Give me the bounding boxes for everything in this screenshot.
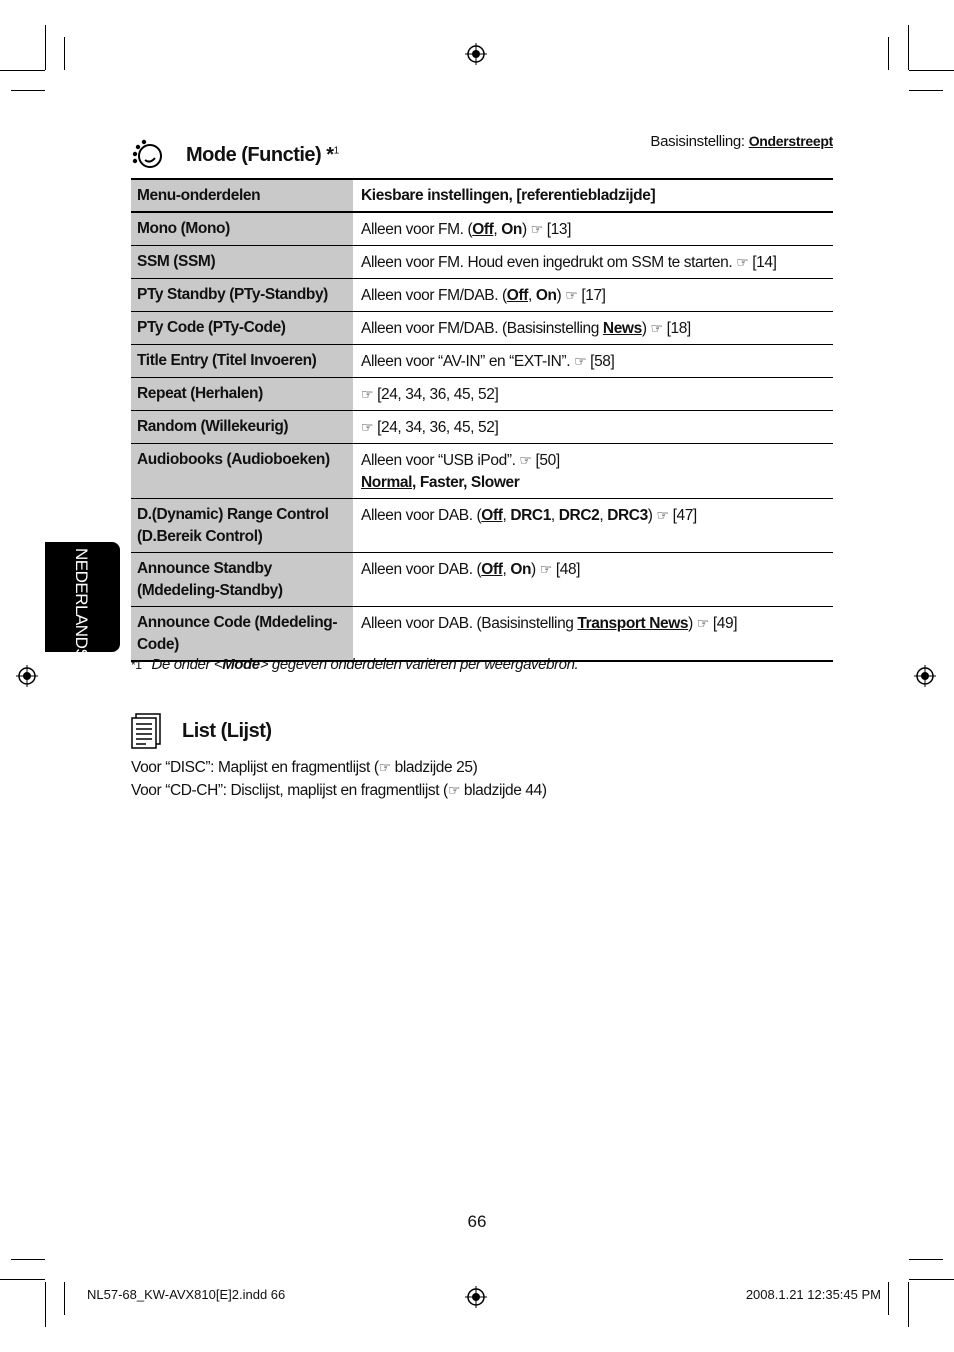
registration-mark-icon (465, 1286, 487, 1308)
table-row (131, 553, 833, 607)
footnote: *1 De onder <Mode> gegeven onderdelen variëren per weergavebron. (131, 656, 579, 673)
pointer-icon: ☞ (530, 221, 543, 237)
pointer-icon: ☞ (519, 452, 532, 468)
row-setting: Alleen voor DAB. (Basisinstelling Transport News) ☞ [49] (361, 615, 738, 632)
crop-mark (45, 1282, 46, 1327)
default-setting-legend (650, 133, 833, 150)
row-item: PTy Standby (PTy-Standby) (131, 279, 353, 312)
row-item: SSM (SSM) (131, 246, 353, 279)
registration-mark-icon (16, 665, 38, 687)
pointer-icon: ☞ (361, 386, 374, 402)
row-setting: Alleen voor FM. Houd even ingedrukt om SSM te starten. ☞ [14] (361, 254, 777, 271)
slug-timestamp: 2008.1.21 12:35:45 PM (745, 1287, 881, 1302)
table-row (131, 444, 833, 499)
crop-mark (888, 1282, 889, 1315)
crop-mark (909, 1259, 943, 1260)
pointer-icon: ☞ (565, 287, 578, 303)
table-row (131, 279, 833, 312)
legend-value: Onderstreept (748, 133, 833, 149)
row-item: Repeat (Herhalen) (131, 378, 353, 411)
crop-mark (909, 70, 954, 71)
mode-dial-icon (130, 138, 166, 172)
row-item: Audiobooks (Audioboeken) (131, 444, 353, 499)
pointer-icon: ☞ (447, 782, 460, 798)
row-item: Title Entry (Titel Invoeren) (131, 345, 353, 378)
crop-mark (0, 70, 45, 71)
list-line-cdch: Voor “CD-CH”: Disclijst, maplijst en fragmentlijst (☞ bladzijde 44) (131, 782, 547, 799)
language-side-tab (45, 542, 120, 660)
crop-mark (11, 1259, 45, 1260)
pointer-icon: ☞ (361, 419, 374, 435)
table-row (131, 312, 833, 345)
row-item: PTy Code (PTy-Code) (131, 312, 353, 345)
row-setting: ☞ [24, 34, 36, 45, 52] (361, 386, 499, 403)
row-item: Mono (Mono) (131, 212, 353, 246)
table-row (131, 246, 833, 279)
mode-section-header (130, 138, 339, 172)
row-setting: Alleen voor DAB. (Off, On) ☞ [48] (361, 561, 581, 578)
column-header-items: Menu-onderdelen (131, 179, 353, 212)
table-row (131, 378, 833, 411)
pointer-icon: ☞ (378, 759, 391, 775)
list-line-disc: Voor “DISC”: Maplijst en fragmentlijst (☞ bladzijde 25) (131, 759, 478, 776)
pointer-icon: ☞ (696, 615, 709, 631)
table-row (131, 607, 833, 662)
row-setting: ☞ [24, 34, 36, 45, 52] (361, 419, 499, 436)
crop-mark (11, 90, 45, 91)
registration-mark-icon (465, 43, 487, 65)
language-label: NEDERLANDS (72, 548, 91, 660)
crop-mark (0, 1279, 45, 1280)
legend-label: Basisinstelling: (650, 133, 745, 150)
crop-mark (64, 37, 65, 70)
crop-mark (45, 25, 46, 70)
row-item: D.(Dynamic) Range Control (D.Bereik Control) (131, 499, 353, 553)
list-section-title: List (Lijst) (182, 719, 272, 742)
registration-mark-icon (914, 665, 936, 687)
pointer-icon: ☞ (539, 561, 552, 577)
table-header-row (131, 179, 833, 212)
row-item: Announce Standby (Mdedeling-Standby) (131, 553, 353, 607)
pointer-icon: ☞ (736, 254, 749, 270)
list-document-icon (130, 713, 162, 749)
table-row (131, 499, 833, 553)
crop-mark (909, 1279, 954, 1280)
row-setting: Alleen voor FM. (Off, On) ☞ [13] (361, 221, 571, 238)
menu-settings-table (131, 178, 833, 662)
column-header-settings: Kiesbare instellingen, [referentiebladzijde] (361, 187, 656, 204)
page-number: 66 (467, 1212, 487, 1231)
crop-mark (908, 1282, 909, 1327)
row-setting: Alleen voor DAB. (Off, DRC1, DRC2, DRC3) ☞ [47] (361, 507, 697, 524)
footnote-mark: *1 (131, 658, 142, 672)
pointer-icon: ☞ (650, 320, 663, 336)
crop-mark (908, 25, 909, 70)
row-setting: Alleen voor FM/DAB. (Off, On) ☞ [17] (361, 287, 606, 304)
table-row (131, 345, 833, 378)
table-row (131, 411, 833, 444)
row-setting: Alleen voor “AV-IN” en “EXT-IN”. ☞ [58] (361, 353, 615, 370)
crop-mark (909, 90, 943, 91)
row-setting: Alleen voor “USB iPod”. ☞ [50] Normal, Faster, Slower (361, 452, 560, 491)
mode-section-title: Mode (Functie) *$^1$ (186, 143, 339, 166)
list-description (131, 756, 547, 802)
table-row (131, 212, 833, 246)
row-item: Random (Willekeurig) (131, 411, 353, 444)
row-item: Announce Code (Mdedeling- Code) (131, 607, 353, 662)
row-setting: Alleen voor FM/DAB. (Basisinstelling News) ☞ [18] (361, 320, 691, 337)
crop-mark (888, 37, 889, 70)
pointer-icon: ☞ (656, 507, 669, 523)
slug-file-info: NL57-68_KW-AVX810[E]2.indd 66 (87, 1287, 286, 1302)
crop-mark (64, 1282, 65, 1315)
list-section-header (130, 713, 272, 749)
pointer-icon: ☞ (574, 353, 587, 369)
